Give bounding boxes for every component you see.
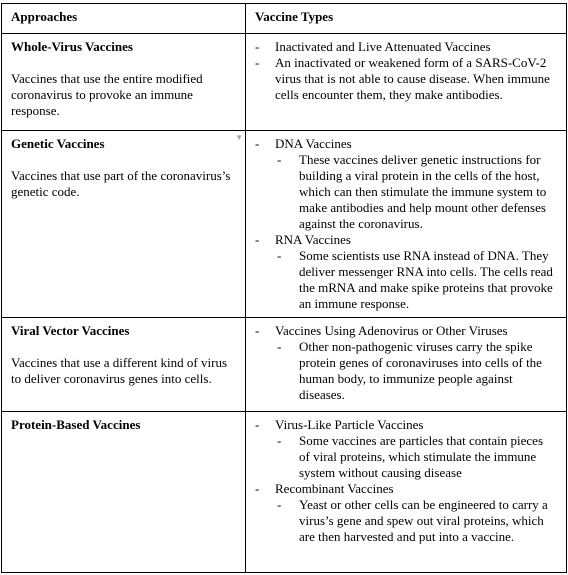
table-header-row — [2, 4, 567, 34]
vaccine-types-cell — [246, 34, 567, 131]
header-vaccine-types-label: Vaccine Types — [255, 9, 334, 24]
vaccine-type-item — [255, 323, 557, 403]
vaccine-type-label: Virus-Like Particle Vaccines — [275, 417, 424, 432]
approach-cell — [2, 34, 246, 131]
table-row — [2, 412, 567, 573]
table-row — [2, 34, 567, 131]
approach-description: Vaccines that use part of the coronavirus’s genetic code. — [11, 168, 231, 199]
approach-description: Vaccines that use a different kind of virus to deliver coronavirus genes into cells. — [11, 355, 227, 386]
header-approaches — [2, 4, 246, 34]
vaccine-detail-item: - These vaccines deliver genetic instructions for building a viral protein in the cells of the host, which can then stimulate the immune system to make antibodies and help mount other defenses against the coronavirus. — [255, 152, 557, 232]
vaccine-type-list — [255, 136, 557, 312]
vaccine-type-item: - Inactivated and Live Attenuated Vaccines — [255, 39, 557, 55]
vaccine-type-label: DNA Vaccines — [275, 136, 352, 151]
vaccine-detail-list — [255, 248, 557, 312]
vaccine-type-list — [255, 39, 557, 103]
vaccine-detail-item: - Other non-pathogenic viruses carry the spike protein genes of coronaviruses into cells of the human body, to immunize people against diseases. — [255, 339, 557, 403]
vaccine-detail-item: - Some vaccines are particles that contain pieces of viral proteins, which stimulate the immune system without causing disease — [255, 433, 557, 481]
approach-title: Whole-Virus Vaccines — [11, 39, 133, 54]
vaccine-type-list — [255, 323, 557, 403]
approach-cell — [2, 131, 246, 318]
vaccine-type-item — [255, 136, 557, 232]
vaccine-types-cell — [246, 131, 567, 318]
vaccine-type-label: RNA Vaccines — [275, 232, 351, 247]
header-approaches-label: Approaches — [11, 9, 78, 24]
vaccine-type-item — [255, 417, 557, 481]
vaccine-detail-list — [255, 497, 557, 545]
approach-title: Viral Vector Vaccines — [11, 323, 130, 338]
vaccine-type-list — [255, 417, 557, 545]
chevron-down-icon[interactable]: ▼ — [235, 133, 243, 142]
vaccine-type-item — [255, 232, 557, 312]
vaccine-type-label: Vaccines Using Adenovirus or Other Viruses — [275, 323, 508, 338]
vaccine-detail-list — [255, 433, 557, 481]
vaccine-types-cell — [246, 318, 567, 412]
header-vaccine-types — [246, 4, 567, 34]
vaccine-type-item: - An inactivated or weakened form of a SARS-CoV-2 virus that is not able to cause disease. When immune cells encounter them, they make antibodies. — [255, 55, 557, 103]
table-row — [2, 318, 567, 412]
approach-description: Vaccines that use the entire modified coronavirus to provoke an immune response. — [11, 71, 203, 118]
approach-cell — [2, 318, 246, 412]
vaccine-table — [1, 3, 567, 573]
vaccine-types-cell — [246, 412, 567, 573]
approach-title: Protein-Based Vaccines — [11, 417, 141, 432]
approach-title: Genetic Vaccines — [11, 136, 105, 151]
vaccine-detail-item: - Some scientists use RNA instead of DNA. They deliver messenger RNA into cells. The cells read the mRNA and make spike proteins that provoke an immune response. — [255, 248, 557, 312]
vaccine-type-label: Recombinant Vaccines — [275, 481, 394, 496]
approach-cell — [2, 412, 246, 573]
vaccine-type-item — [255, 481, 557, 545]
vaccine-detail-list — [255, 339, 557, 403]
vaccine-detail-list — [255, 152, 557, 232]
table-row — [2, 131, 567, 318]
vaccine-detail-item: - Yeast or other cells can be engineered to carry a virus’s gene and spew out viral proteins, which are then harvested and put into a vaccine. — [255, 497, 557, 545]
